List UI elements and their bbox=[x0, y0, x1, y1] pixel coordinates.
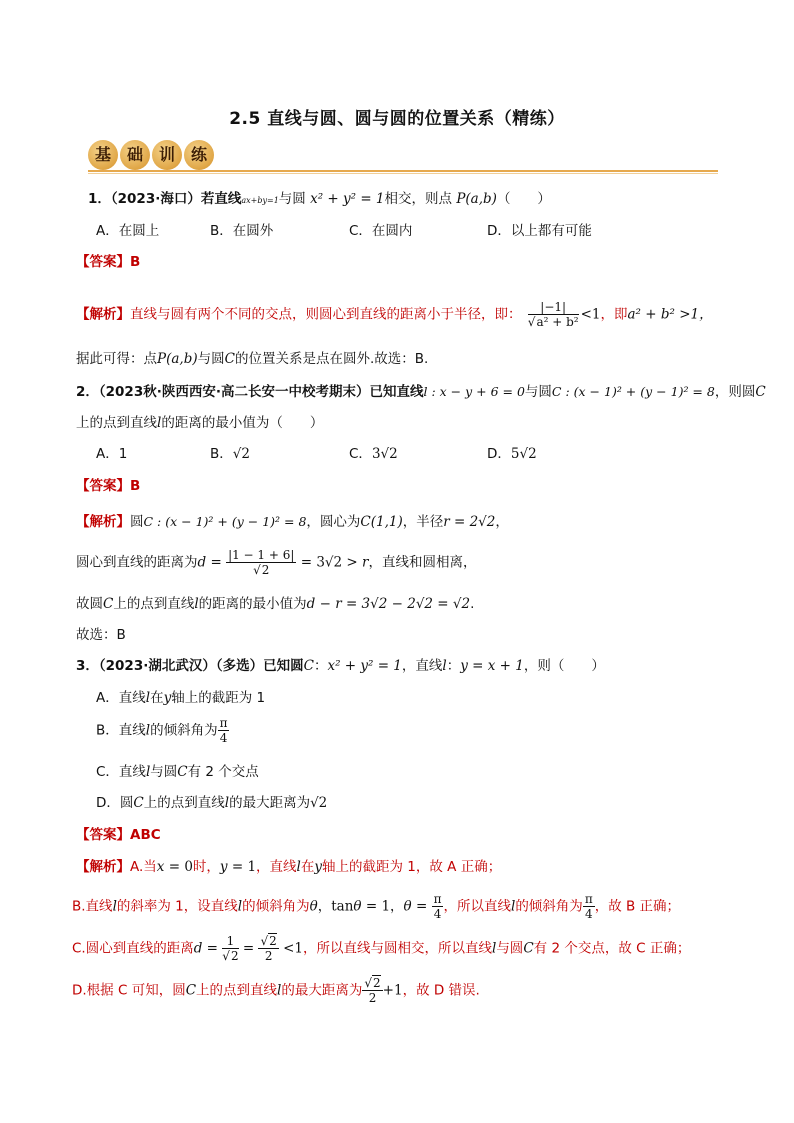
banner-char: 练 bbox=[184, 140, 214, 170]
analysis-line: 故圆C上的点到直线l的距离的最小值为d − r = 3√2 − 2√2 = √2. bbox=[76, 596, 475, 612]
option-b: B．√2 bbox=[210, 446, 250, 462]
option-b: B．在圆外 bbox=[210, 223, 274, 239]
option-b: B．直线l的倾斜角为 $\frac{\pi}{4}$ bbox=[96, 716, 228, 745]
option-a: A．1 bbox=[96, 446, 128, 462]
question-3-stem: 3．（2023·湖北武汉）（多选）已知圆C：x² + y² = 1，直线l：y = x + 1，则（ ） bbox=[76, 658, 605, 674]
option-c: C．直线l与圆C有 2 个交点 bbox=[96, 764, 259, 780]
option-a: A．直线l在y轴上的截距为 1 bbox=[96, 690, 266, 706]
analysis-line: 【解析】圆C : (x − 1)² + (y − 1)² = 8，圆心为C(1,1)，半径r = 2√2， bbox=[76, 514, 509, 530]
option-d: D．以上都有可能 bbox=[487, 223, 592, 239]
analysis-line: 圆心到直线的距离为d = $\frac{|1 - 1 + 6|}{√2}$ = 3√2 > r，直线和圆相离， bbox=[76, 548, 477, 577]
question-2-stem: 2．（2023秋·陕西西安·高二长安一中校考期末）已知直线l : x − y + 6 = 0与圆C : (x − 1)² + (y − 1)² = 8，则圆C bbox=[76, 384, 766, 400]
analysis-line: B.直线l的斜率为 1，设直线l的倾斜角为θ，tanθ = 1，θ = $\frac{\pi}{4}$ ，所以直线l的倾斜角为 $\frac{\pi}{4}$ ，故 B 正确； bbox=[72, 892, 681, 921]
answer-line: 【答案】B bbox=[76, 478, 141, 494]
analysis-line: 故选：B bbox=[76, 627, 126, 643]
banner-char: 训 bbox=[152, 140, 182, 170]
option-a: A．在圆上 bbox=[96, 223, 160, 239]
divider bbox=[88, 173, 718, 174]
analysis-line: 据此可得：点P(a,b)与圆C的位置关系是点在圆外.故选：B. bbox=[76, 351, 429, 367]
page-title: 2.5 直线与圆、圆与圆的位置关系（精练） bbox=[229, 109, 565, 129]
divider bbox=[88, 170, 718, 172]
analysis-line: 【解析】A.当x = 0时，y = 1，直线l在y轴上的截距为 1，故 A 正确； bbox=[76, 859, 502, 875]
answer-line: 【答案】B bbox=[76, 254, 141, 270]
option-d: D．圆C上的点到直线l的最大距离为√2 bbox=[96, 795, 328, 811]
option-c: C．在圆内 bbox=[349, 223, 413, 239]
banner-char: 础 bbox=[120, 140, 150, 170]
question-2-stem-cont: 上的点到直线l的距离的最小值为（ ） bbox=[76, 415, 324, 431]
answer-line: 【答案】ABC bbox=[76, 827, 161, 843]
option-d: D．5√2 bbox=[487, 446, 537, 462]
option-c: C．3√2 bbox=[349, 446, 398, 462]
analysis-line: 【解析】直线与圆有两个不同的交点，则圆心到直线的距离小于半径，即： $\frac{|-1|}{\text{√a² + b²}}$ <1，即a² + b² >1， bbox=[76, 300, 713, 329]
analysis-line: D.根据 C 可知，圆C上的点到直线l的最大距离为 $\frac{√2}{2}$ +1，故 D 错误. bbox=[72, 976, 480, 1005]
question-1-stem: 1．（2023·海口）若直线ax+by=1与圆 x² + y² = 1相交，则点 P(a,b)（ ） bbox=[88, 191, 551, 207]
analysis-line: C.圆心到直线的距离d = $\frac{1}{√2}$ = $\frac{√2}{2}$ <1，所以直线与圆相交，所以直线l与圆C有 2 个交点，故 C 正确； bbox=[72, 934, 691, 963]
banner-char: 基 bbox=[88, 140, 118, 170]
